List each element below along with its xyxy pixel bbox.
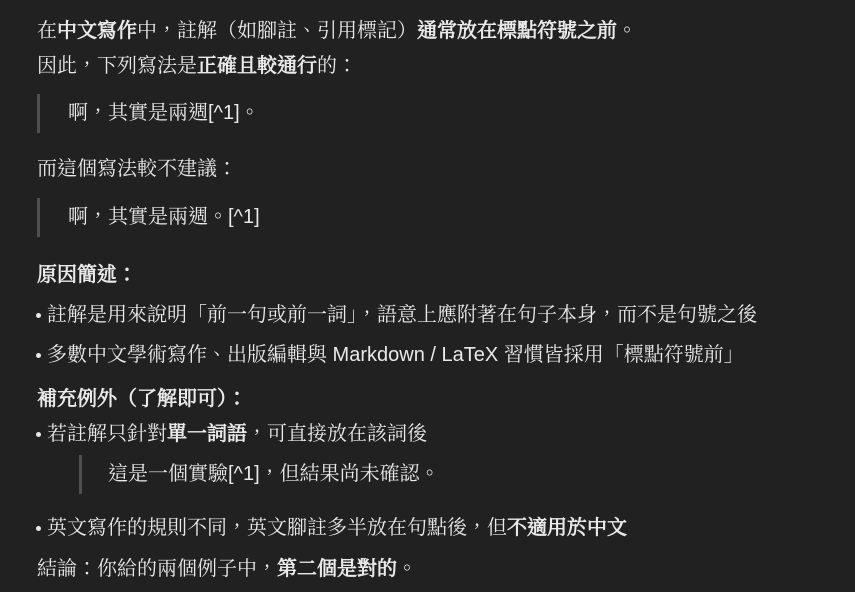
intro-bold-rule: 通常放在標點符號之前 [417, 20, 617, 42]
intro-bold-topic: 中文寫作 [57, 20, 137, 42]
intro-text-mid: 中，註解（如腳註、引用標記） [137, 20, 417, 42]
blockquote-correct-example [37, 94, 847, 133]
exceptions-heading: 補充例外（了解即可）： [37, 388, 247, 410]
recommended-bold: 正確且較通行 [197, 55, 317, 77]
conclusion-bold: 第二個是對的 [277, 558, 397, 580]
reasons-heading: 原因簡述： [37, 264, 137, 286]
conclusion-pre: 結論：你給的兩個例子中， [37, 558, 277, 580]
exception-english-bold: 不適用於中文 [507, 517, 627, 539]
conclusion-paragraph [37, 552, 847, 587]
conclusion-end: 。 [397, 558, 417, 580]
exception-item-english [47, 511, 847, 546]
discouraged-intro-paragraph: 而這個寫法較不建議： [37, 158, 237, 180]
intro-text-pre: 在 [37, 20, 57, 42]
reasons-list [37, 298, 847, 373]
exception-word-bold: 單一詞語 [167, 423, 247, 445]
exception-word-end: ，可直接放在該詞後 [247, 423, 427, 445]
reason-item-1: 註解是用來說明「前一句或前一詞」，語意上應附著在句子本身，而不是句號之後 [47, 298, 847, 333]
intro-text-end: 。 [617, 20, 637, 42]
blockquote-word-example [79, 455, 847, 494]
exception-word-pre: 若註解只針對 [47, 423, 167, 445]
reason-item-2: 多數中文學術寫作、出版編輯與 Markdown / LaTeX 習慣皆採用「標點符號前」 [47, 338, 847, 373]
recommended-text-end: 的： [317, 55, 357, 77]
quote-correct-text: 啊，其實是兩週[^1]。 [68, 102, 260, 124]
recommended-text-pre: 因此，下列寫法是 [37, 55, 197, 77]
quote-discouraged-text: 啊，其實是兩週。[^1] [68, 206, 260, 228]
exceptions-list [37, 417, 847, 546]
quote-example-text: 這是一個實驗[^1]，但結果尚未確認。 [108, 463, 440, 485]
exception-english-pre: 英文寫作的規則不同，英文腳註多半放在句點後，但 [47, 517, 507, 539]
intro-paragraph [37, 14, 847, 84]
blockquote-discouraged-example [37, 198, 847, 237]
exception-item-single-word [47, 417, 847, 494]
